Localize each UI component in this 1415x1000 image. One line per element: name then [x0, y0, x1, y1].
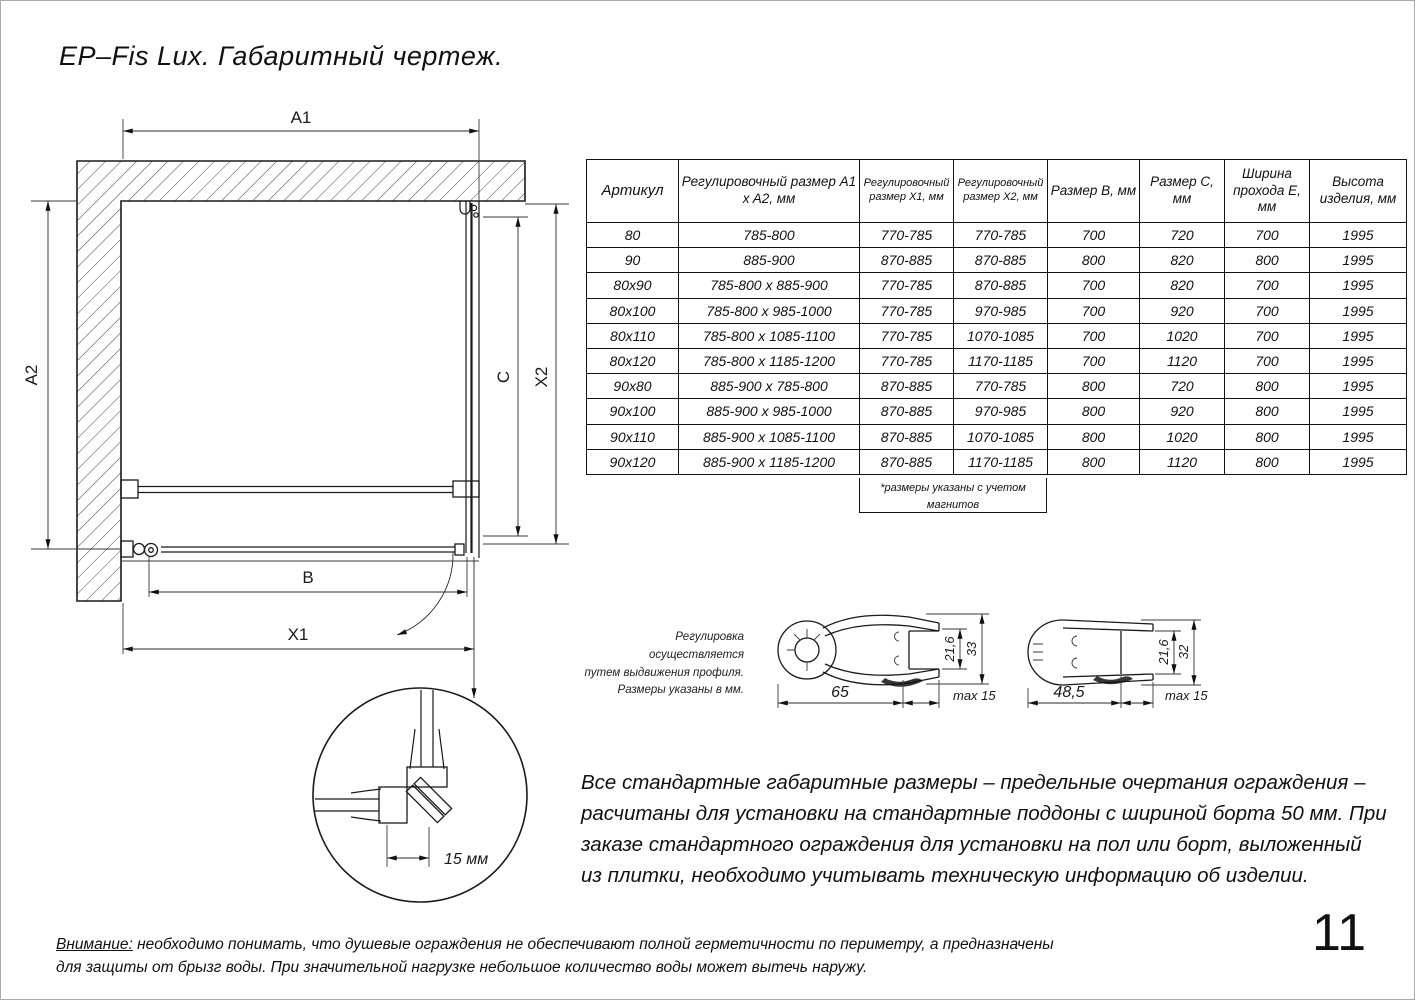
col-header-x1: Регулировочный размер X1, мм — [860, 160, 954, 223]
table-cell: 1070-1085 — [954, 424, 1048, 449]
table-cell: 820 — [1140, 248, 1225, 273]
table-cell: 870-885 — [860, 424, 954, 449]
table-cell: 1995 — [1310, 298, 1407, 323]
dimension-b — [149, 568, 467, 592]
col-header-a1a2: Регулировочный размер A1 x A2, мм — [679, 160, 860, 223]
table-cell: 1995 — [1310, 449, 1407, 474]
paragraph-line: заказе стандартного ограждения для установки на пол или борт, выложенный — [581, 833, 1362, 856]
table-cell: 80x90 — [587, 273, 679, 298]
table-cell: 700 — [1225, 323, 1310, 348]
table-cell: 1020 — [1140, 424, 1225, 449]
table-cell: 700 — [1225, 273, 1310, 298]
table-cell: 1170-1185 — [954, 348, 1048, 373]
table-cell: 1995 — [1310, 374, 1407, 399]
dim-label-a1: A1 — [290, 108, 312, 127]
table-cell: 785-800 x 985-1000 — [679, 298, 860, 323]
table-cell: 700 — [1225, 298, 1310, 323]
table-row — [587, 424, 1407, 449]
dimension-x2 — [532, 204, 556, 544]
adjustment-note — [579, 629, 744, 700]
table-cell: 800 — [1225, 374, 1310, 399]
table-cell: 720 — [1140, 223, 1225, 248]
table-cell: 90 — [587, 248, 679, 273]
col-header-article: Артикул — [587, 160, 679, 223]
table-cell: 785-800 x 1185-1200 — [679, 348, 860, 373]
table-row — [587, 323, 1407, 348]
col-header-e: Ширина прохода E, мм — [1225, 160, 1310, 223]
table-cell: 1120 — [1140, 449, 1225, 474]
table-cell: 870-885 — [954, 273, 1048, 298]
table-row — [587, 248, 1407, 273]
table-cell: 870-885 — [860, 248, 954, 273]
table-cell: 700 — [1048, 273, 1140, 298]
col-header-height: Высота изделия, мм — [1310, 160, 1407, 223]
table-cell: 90x80 — [587, 374, 679, 399]
dim-label-485: 48,5 — [1053, 684, 1085, 701]
fixed-glass-panel — [460, 201, 479, 558]
warning-note — [56, 933, 1136, 979]
table-cell: 800 — [1225, 399, 1310, 424]
size-table — [586, 159, 1407, 475]
table-cell: 770-785 — [860, 273, 954, 298]
dimension-c — [494, 217, 518, 536]
door-glass-panel — [121, 541, 479, 561]
size-table-header — [587, 160, 1407, 223]
adjustment-note-line: Размеры указаны в мм. — [617, 684, 744, 697]
table-cell: 800 — [1225, 449, 1310, 474]
dim-label-max15-left: max 15 — [953, 688, 996, 703]
table-cell: 1995 — [1310, 248, 1407, 273]
table-cell: 770-785 — [954, 223, 1048, 248]
table-cell: 800 — [1225, 248, 1310, 273]
glass-profile-section — [1028, 620, 1208, 708]
table-cell: 80x120 — [587, 348, 679, 373]
table-cell: 1020 — [1140, 323, 1225, 348]
door-swing-arc — [397, 553, 453, 635]
col-header-c: Размер C, мм — [1140, 160, 1225, 223]
adjustment-note-line: Регулировка осуществляется — [648, 631, 744, 661]
table-cell: 700 — [1225, 223, 1310, 248]
dim-label-a2: A2 — [22, 364, 41, 386]
profile-sections — [761, 596, 1261, 746]
table-row — [587, 273, 1407, 298]
table-cell: 920 — [1140, 399, 1225, 424]
table-cell: 800 — [1048, 399, 1140, 424]
table-cell: 90x110 — [587, 424, 679, 449]
table-cell: 870-885 — [954, 248, 1048, 273]
table-cell: 80 — [587, 223, 679, 248]
table-row — [587, 348, 1407, 373]
table-cell: 1170-1185 — [954, 449, 1048, 474]
table-cell: 700 — [1225, 348, 1310, 373]
page-title: EP–Fis Lux. Габаритный чертеж. — [59, 41, 504, 71]
table-cell: 80x110 — [587, 323, 679, 348]
paragraph-line: расчитаны для установки на стандартные поддоны с шириной борта 50 мм. При — [581, 802, 1387, 825]
warning-text-line1: необходимо понимать, что душевые ограждения не обеспечивают полной герметичности по периметру, а предназначены — [137, 936, 1054, 953]
table-cell: 700 — [1048, 348, 1140, 373]
dim-label-216-left: 21,6 — [942, 636, 957, 662]
size-table-body — [587, 223, 1407, 475]
table-cell: 800 — [1048, 248, 1140, 273]
table-cell: 885-900 x 985-1000 — [679, 399, 860, 424]
paragraph-line: из плитки, необходимо учитывать техническую информацию об изделии. — [581, 864, 1309, 887]
table-row — [587, 298, 1407, 323]
table-cell: 885-900 x 1185-1200 — [679, 449, 860, 474]
table-cell: 700 — [1048, 298, 1140, 323]
dim-label-b: B — [302, 568, 314, 587]
dim-label-32: 32 — [1176, 644, 1191, 660]
table-cell: 1995 — [1310, 424, 1407, 449]
table-cell: 970-985 — [954, 298, 1048, 323]
dimension-a1 — [123, 108, 479, 131]
dim-label-x2: X2 — [532, 366, 551, 388]
table-cell: 800 — [1225, 424, 1310, 449]
table-cell: 800 — [1048, 374, 1140, 399]
dimension-a2 — [22, 201, 48, 549]
table-cell: 870-885 — [860, 374, 954, 399]
table-cell: 785-800 x 1085-1100 — [679, 323, 860, 348]
dim-label-max15-right: max 15 — [1165, 688, 1208, 703]
table-cell: 1070-1085 — [954, 323, 1048, 348]
table-cell: 1995 — [1310, 348, 1407, 373]
warning-label: Внимание: — [56, 936, 133, 953]
dimension-x1 — [123, 625, 474, 649]
table-cell: 1995 — [1310, 273, 1407, 298]
table-cell: 920 — [1140, 298, 1225, 323]
dim-label-33: 33 — [964, 641, 979, 657]
table-cell: 885-900 x 1085-1100 — [679, 424, 860, 449]
table-cell: 1995 — [1310, 323, 1407, 348]
dim-label-15mm: 15 мм — [444, 851, 489, 868]
table-cell: 90x120 — [587, 449, 679, 474]
table-row — [587, 449, 1407, 474]
plan-drawing — [1, 1, 581, 1000]
adjustment-note-line: путем выдвижения профиля. — [584, 666, 744, 679]
table-cell: 820 — [1140, 273, 1225, 298]
table-cell: 720 — [1140, 374, 1225, 399]
table-cell: 770-785 — [954, 374, 1048, 399]
dim-label-x1: X1 — [287, 625, 309, 644]
table-cell: 1120 — [1140, 348, 1225, 373]
table-cell: 800 — [1048, 449, 1140, 474]
table-row — [587, 399, 1407, 424]
table-cell: 1995 — [1310, 223, 1407, 248]
table-cell: 870-885 — [860, 399, 954, 424]
detail-circle — [313, 688, 527, 902]
table-cell: 800 — [1048, 424, 1140, 449]
wall-section — [77, 161, 525, 601]
table-row — [587, 374, 1407, 399]
table-row — [587, 223, 1407, 248]
table-cell: 885-900 x 785-800 — [679, 374, 860, 399]
support-bar — [121, 480, 479, 498]
table-cell: 770-785 — [860, 323, 954, 348]
dim-label-c: C — [494, 370, 513, 384]
wall-profile-section — [778, 614, 996, 708]
installation-paragraph — [581, 767, 1387, 891]
dim-label-216-right: 21,6 — [1156, 639, 1171, 665]
page-number: 11 — [1312, 904, 1366, 962]
table-cell: 870-885 — [860, 449, 954, 474]
table-cell: 970-985 — [954, 399, 1048, 424]
table-cell: 770-785 — [860, 348, 954, 373]
table-cell: 1995 — [1310, 399, 1407, 424]
col-header-x2: Регулировочный размер X2, мм — [954, 160, 1048, 223]
table-cell: 700 — [1048, 323, 1140, 348]
table-cell: 785-800 x 885-900 — [679, 273, 860, 298]
table-cell: 700 — [1048, 223, 1140, 248]
table-cell: 885-900 — [679, 248, 860, 273]
table-cell: 80x100 — [587, 298, 679, 323]
col-header-b: Размер B, мм — [1048, 160, 1140, 223]
table-cell: 90x100 — [587, 399, 679, 424]
table-cell: 785-800 — [679, 223, 860, 248]
table-cell: 770-785 — [860, 298, 954, 323]
dim-label-65: 65 — [831, 684, 849, 701]
paragraph-line: Все стандартные габаритные размеры – предельные очертания ограждения – — [581, 771, 1366, 794]
warning-text-line2: для защиты от брызг воды. При значительной нагрузке небольшое количество воды может вытечь наружу. — [56, 959, 868, 976]
table-cell: 770-785 — [860, 223, 954, 248]
table-footnote: *размеры указаны с учетом магнитов — [859, 478, 1047, 513]
